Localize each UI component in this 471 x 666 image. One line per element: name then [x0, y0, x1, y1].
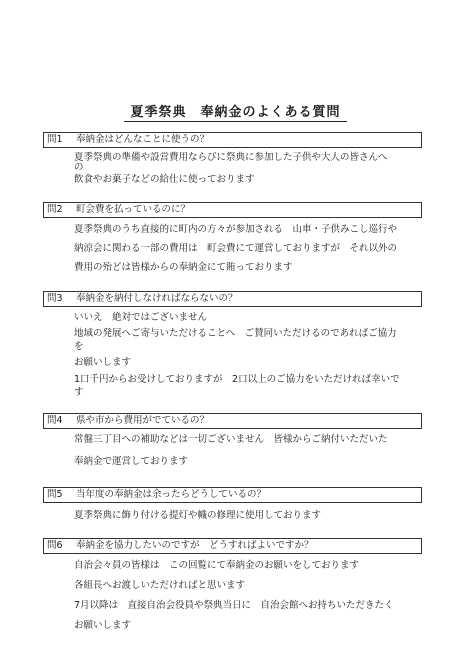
- answer-2-line-3: 費用の殆どは皆様からの奉納金にて賄っております: [74, 262, 293, 273]
- answer-1-line-1: 夏季祭典の準備や設営費用ならびに祭典に参加した子供や大人の皆さんへ: [74, 152, 388, 163]
- answer-2-line-2: 納涼会に関わる一部の費用は 町会費にて運営しておりますが それ以外の: [74, 243, 398, 254]
- question-2-text: 町会費を払っているのに？: [76, 204, 191, 215]
- question-6-text: 奉納金を協力したいのですが どうすればよいですか？: [76, 540, 314, 551]
- question-1-number: 問1: [47, 134, 63, 145]
- answer-5-line-1: 夏季祭典に飾り付ける提灯や幟の修理に使用しております: [74, 510, 322, 521]
- question-4-number: 問4: [47, 415, 63, 426]
- question-4-box: [43, 413, 422, 429]
- question-4-text: 県や市から費用がでているの？: [76, 415, 210, 426]
- answer-2-line-1: 夏季祭典のうち直接的に町内の方々が参加される 山車・子供みこし巡行や: [74, 224, 398, 235]
- question-1-box: [43, 132, 422, 148]
- answer-6-line-4: お願いします: [74, 620, 132, 631]
- answer-3-line-3: を: [74, 341, 84, 352]
- answer-3-line-6: す: [74, 387, 84, 398]
- question-3-box: [43, 291, 422, 307]
- question-3-text: 奉納金を納付しなければならないの？: [76, 293, 238, 304]
- question-6-box: [43, 538, 422, 554]
- question-6-number: 問6: [47, 540, 63, 551]
- answer-3-line-2: 地域の発展へご寄与いただけることへ ご賛同いただけるのであればご協力: [74, 328, 397, 339]
- answer-4-line-1: 常盤三丁目への補助などは一切ございません 皆様からご納付いただいた: [74, 434, 388, 445]
- answer-4-line-2: 奉納金で運営しております: [74, 456, 189, 467]
- question-5-number: 問5: [47, 489, 63, 500]
- question-5-box: [43, 487, 422, 503]
- answer-6-line-3: 7月以降は 直接自治会役員や祭典当日に 自治会館へお持ちいただきたく: [74, 600, 394, 611]
- answer-3-line-1: いいえ 絶対ではございません: [74, 312, 208, 323]
- answer-3-line-4: お願いします: [74, 357, 132, 368]
- answer-6-line-1: 自治会々員の皆様は この回覧にて奉納金のお願いをしております: [74, 560, 360, 571]
- question-3-number: 問3: [47, 293, 63, 304]
- answer-3-line-5: 1口千円からお受けしておりますが 2口以上のご協力をいただければ幸いで: [74, 374, 400, 385]
- answer-6-line-2: 各組長へお渡しいただければと思います: [74, 580, 246, 591]
- question-5-text: 当年度の奉納金は余ったらどうしているの？: [76, 489, 267, 500]
- question-2-box: [43, 202, 422, 218]
- document-title: 夏季祭典 奉納金のよくある質問: [0, 101, 471, 120]
- answer-1-line-3: 飲食やお菓子などの給仕に使っております: [74, 174, 255, 185]
- answer-1-line-2: の: [74, 162, 84, 173]
- question-1-text: 奉納金はどんなことに使うの？: [76, 134, 210, 145]
- question-2-number: 問2: [47, 204, 63, 215]
